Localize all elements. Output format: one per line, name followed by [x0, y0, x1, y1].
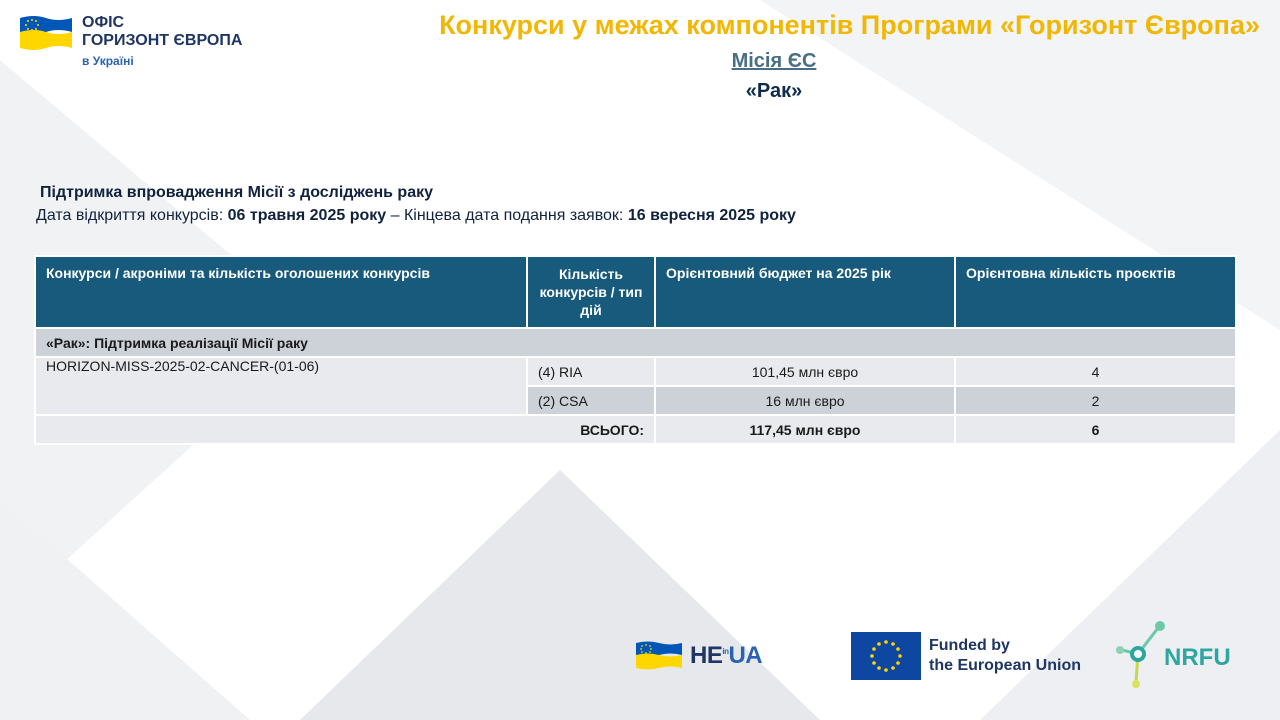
office-logo-line1: ОФІС [82, 14, 125, 31]
mission-link[interactable]: Місія ЄС [731, 50, 817, 72]
budget-cell: 16 млн євро [655, 386, 955, 415]
call-code: HORIZON-MISS-2025-02-CANCER-(01-06) [35, 357, 527, 415]
calls-table [34, 255, 1237, 445]
total-budget: 117,45 млн євро [655, 415, 955, 444]
date-separator: – [386, 207, 404, 224]
nrfu-text: NRFU [1164, 644, 1231, 671]
mission-name: «Рак» [745, 80, 803, 102]
action-type: (2) CSA [527, 386, 655, 415]
page-title: Конкурси у межах компонентів Програми «Горизонт Європа» [439, 10, 1260, 40]
open-date: 06 травня 2025 року [227, 207, 387, 224]
hec-in-ua-logo [634, 640, 794, 672]
section-heading: Підтримка впровадження Місії з досліджень раку [40, 184, 433, 201]
office-horizon-europe-logo [18, 14, 258, 70]
eu-ukraine-flag-icon [634, 640, 684, 670]
eu-flag-icon [851, 632, 921, 680]
table-row [35, 357, 1236, 386]
total-projects: 6 [955, 415, 1236, 444]
dates-line [36, 207, 796, 225]
hec-ua: UA [728, 642, 763, 669]
hec-in: in [722, 647, 729, 656]
office-logo-line3: в Україні [82, 54, 134, 68]
funded-by-eu-logo [851, 632, 1091, 680]
projects-cell: 4 [955, 357, 1236, 386]
eu-logo-line1: Funded by [929, 637, 1010, 654]
header-count-type: Кількість конкурсів / тип дій [527, 256, 655, 328]
action-type: (4) RIA [527, 357, 655, 386]
total-label: ВСЬОГО: [35, 415, 655, 444]
deadline-label: Кінцева дата подання заявок: [403, 207, 628, 224]
header-projects: Орієнтовна кількість проєктів [955, 256, 1236, 328]
office-logo-line2: ГОРИЗОНТ ЄВРОПА [82, 32, 243, 49]
deadline-date: 16 вересня 2025 року [627, 207, 796, 224]
eu-ukraine-flag-icon [18, 14, 74, 52]
header-budget: Орієнтовний бюджет на 2025 рік [655, 256, 955, 328]
hec-main: HE [690, 642, 723, 669]
table-group-row [35, 328, 1236, 357]
table-total-row [35, 415, 1236, 444]
eu-logo-line2: the European Union [929, 657, 1081, 674]
table-header-row [35, 256, 1236, 328]
group-label: «Рак»: Підтримка реалізації Місії раку [35, 328, 1236, 357]
projects-cell: 2 [955, 386, 1236, 415]
header-calls: Конкурси / акроніми та кількість оголошених конкурсів [35, 256, 527, 328]
open-date-label: Дата відкриття конкурсів: [36, 207, 228, 224]
budget-cell: 101,45 млн євро [655, 357, 955, 386]
nrfu-logo [1114, 618, 1244, 690]
